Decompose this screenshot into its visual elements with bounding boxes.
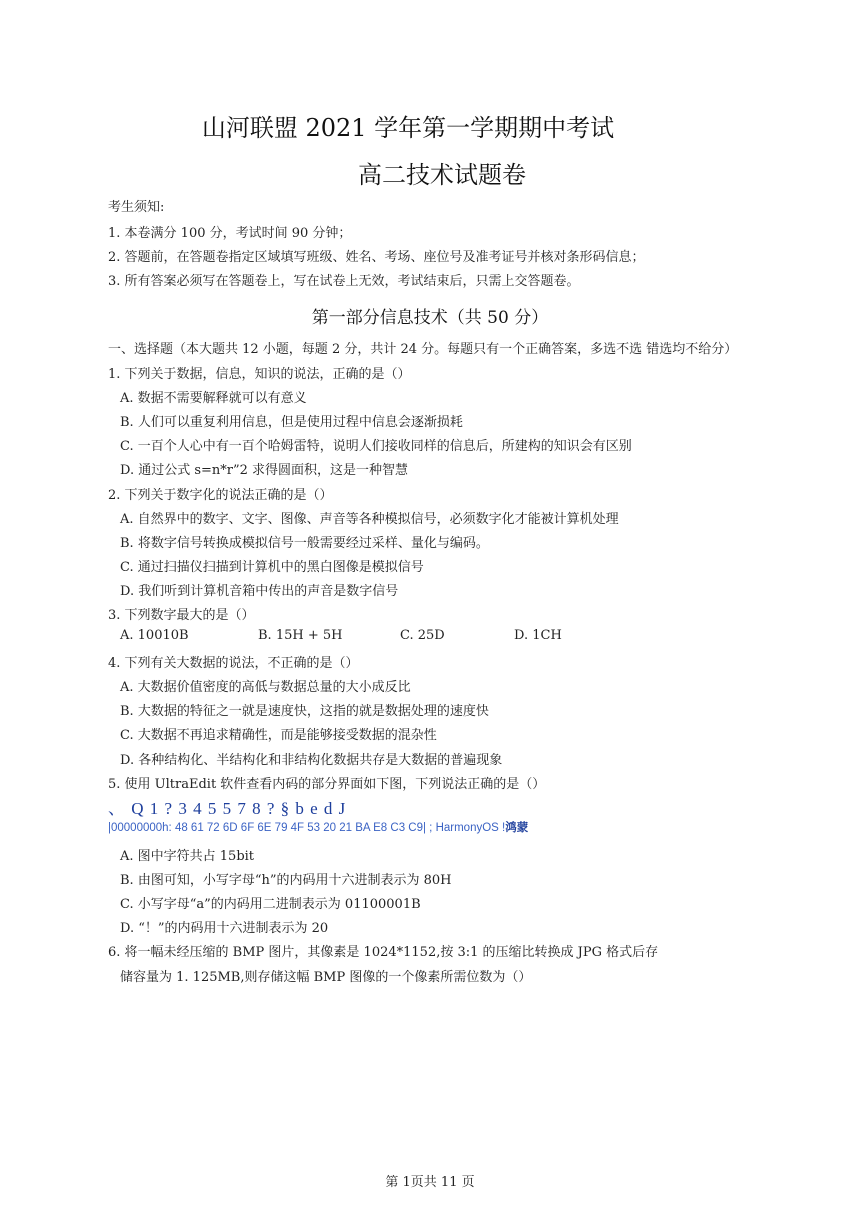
part-intro: 一、选择题（本大题共 12 小题，每题 2 分，共计 24 分。每题只有一个正确答案，多选不选 错选均不给分） bbox=[108, 342, 738, 357]
option-c: C. 25D bbox=[400, 628, 445, 643]
option-b: B. 15H + 5H bbox=[258, 628, 343, 643]
option-d: D. 1CH bbox=[514, 628, 562, 643]
notice-item: 1. 本卷满分 100 分，考试时间 90 分钟； bbox=[108, 226, 352, 241]
question-stem: 2. 下列关于数字化的说法正确的是（） bbox=[108, 488, 333, 503]
hex-dump-text: |00000000h: 48 61 72 6D 6F 6E 79 4F 53 20 21 BA E8 C3 C9| ; HarmonyOS ! bbox=[108, 822, 506, 834]
option-d: D. “！”的内码用十六进制表示为 20 bbox=[120, 921, 329, 936]
hex-dump-tail: 鸿蒙 bbox=[505, 822, 529, 834]
question-stem-continued: 储容量为 1. 125MB,则存储这幅 BMP 图像的一个像素所需位数为（） bbox=[120, 970, 532, 985]
option-a: A. 大数据价值密度的高低与数据总量的大小成反比 bbox=[120, 680, 411, 695]
option-a: A. 自然界中的数字、文字、图像、声音等各种模拟信号，必须数字化才能被计算机处理 bbox=[120, 512, 619, 527]
question-stem: 5. 使用 UltraEdit 软件查看内码的部分界面如下图，下列说法正确的是（） bbox=[108, 777, 546, 792]
page-footer: 第 1页共 11 页 bbox=[385, 1175, 475, 1190]
option-c: C. 大数据不再追求精确性，而是能够接受数据的混杂性 bbox=[120, 728, 437, 743]
notice-item: 3. 所有答案必须写在答题卷上，写在试卷上无效，考试结束后，只需上交答题卷。 bbox=[108, 274, 580, 289]
question-stem: 4. 下列有关大数据的说法，不正确的是（） bbox=[108, 656, 359, 671]
notice-heading: 考生须知: bbox=[108, 200, 165, 215]
hex-character-row: 、 Q 1 ? 3 4 5 5 7 8 ? § b e d J bbox=[108, 799, 347, 818]
exam-subtitle: 高二技术试题卷 bbox=[358, 161, 526, 189]
option-c: C. 通过扫描仪扫描到计算机中的黑白图像是模拟信号 bbox=[120, 560, 424, 575]
option-d: D. 通过公式 s=n*r”2 求得圆面积，这是一种智慧 bbox=[120, 463, 409, 478]
question-stem: 1. 下列关于数据，信息，知识的说法，正确的是（） bbox=[108, 367, 411, 382]
option-d: D. 各种结构化、半结构化和非结构化数据共存是大数据的普遍现象 bbox=[120, 753, 503, 768]
option-a: A. 10010B bbox=[120, 628, 189, 643]
option-b: B. 人们可以重复利用信息，但是使用过程中信息会逐渐损耗 bbox=[120, 415, 463, 430]
option-b: B. 大数据的特征之一就是速度快，这指的就是数据处理的速度快 bbox=[120, 704, 489, 719]
option-b: B. 将数字信号转换成模拟信号一般需要经过采样、量化与编码。 bbox=[120, 536, 489, 551]
option-d: D. 我们听到计算机音箱中传出的声音是数字信号 bbox=[120, 584, 399, 599]
option-a: A. 数据不需要解释就可以有意义 bbox=[120, 391, 307, 406]
option-a: A. 图中字符共占 15bit bbox=[120, 849, 255, 864]
option-c: C. 小写字母“a”的内码用二进制表示为 01100001B bbox=[120, 897, 421, 912]
question-stem: 3. 下列数字最大的是（） bbox=[108, 608, 255, 623]
hex-dump-line bbox=[108, 819, 528, 835]
notice-item: 2. 答题前，在答题卷指定区域填写班级、姓名、考场、座位号及准考证号并核对条形码信息； bbox=[108, 250, 645, 265]
option-b: B. 由图可知，小写字母“h”的内码用十六进制表示为 80H bbox=[120, 873, 452, 888]
exam-title: 山河联盟 2021 学年第一学期期中考试 bbox=[201, 114, 615, 142]
option-c: C. 一百个人心中有一百个哈姆雷特，说明人们接收同样的信息后，所建构的知识会有区别 bbox=[120, 439, 632, 454]
section-title: 第一部分信息技术（共 50 分） bbox=[311, 308, 549, 328]
question-stem: 6. 将一幅未经压缩的 BMP 图片，其像素是 1024*1152,按 3:1 的压缩比转换成 JPG 格式后存 bbox=[108, 945, 659, 960]
